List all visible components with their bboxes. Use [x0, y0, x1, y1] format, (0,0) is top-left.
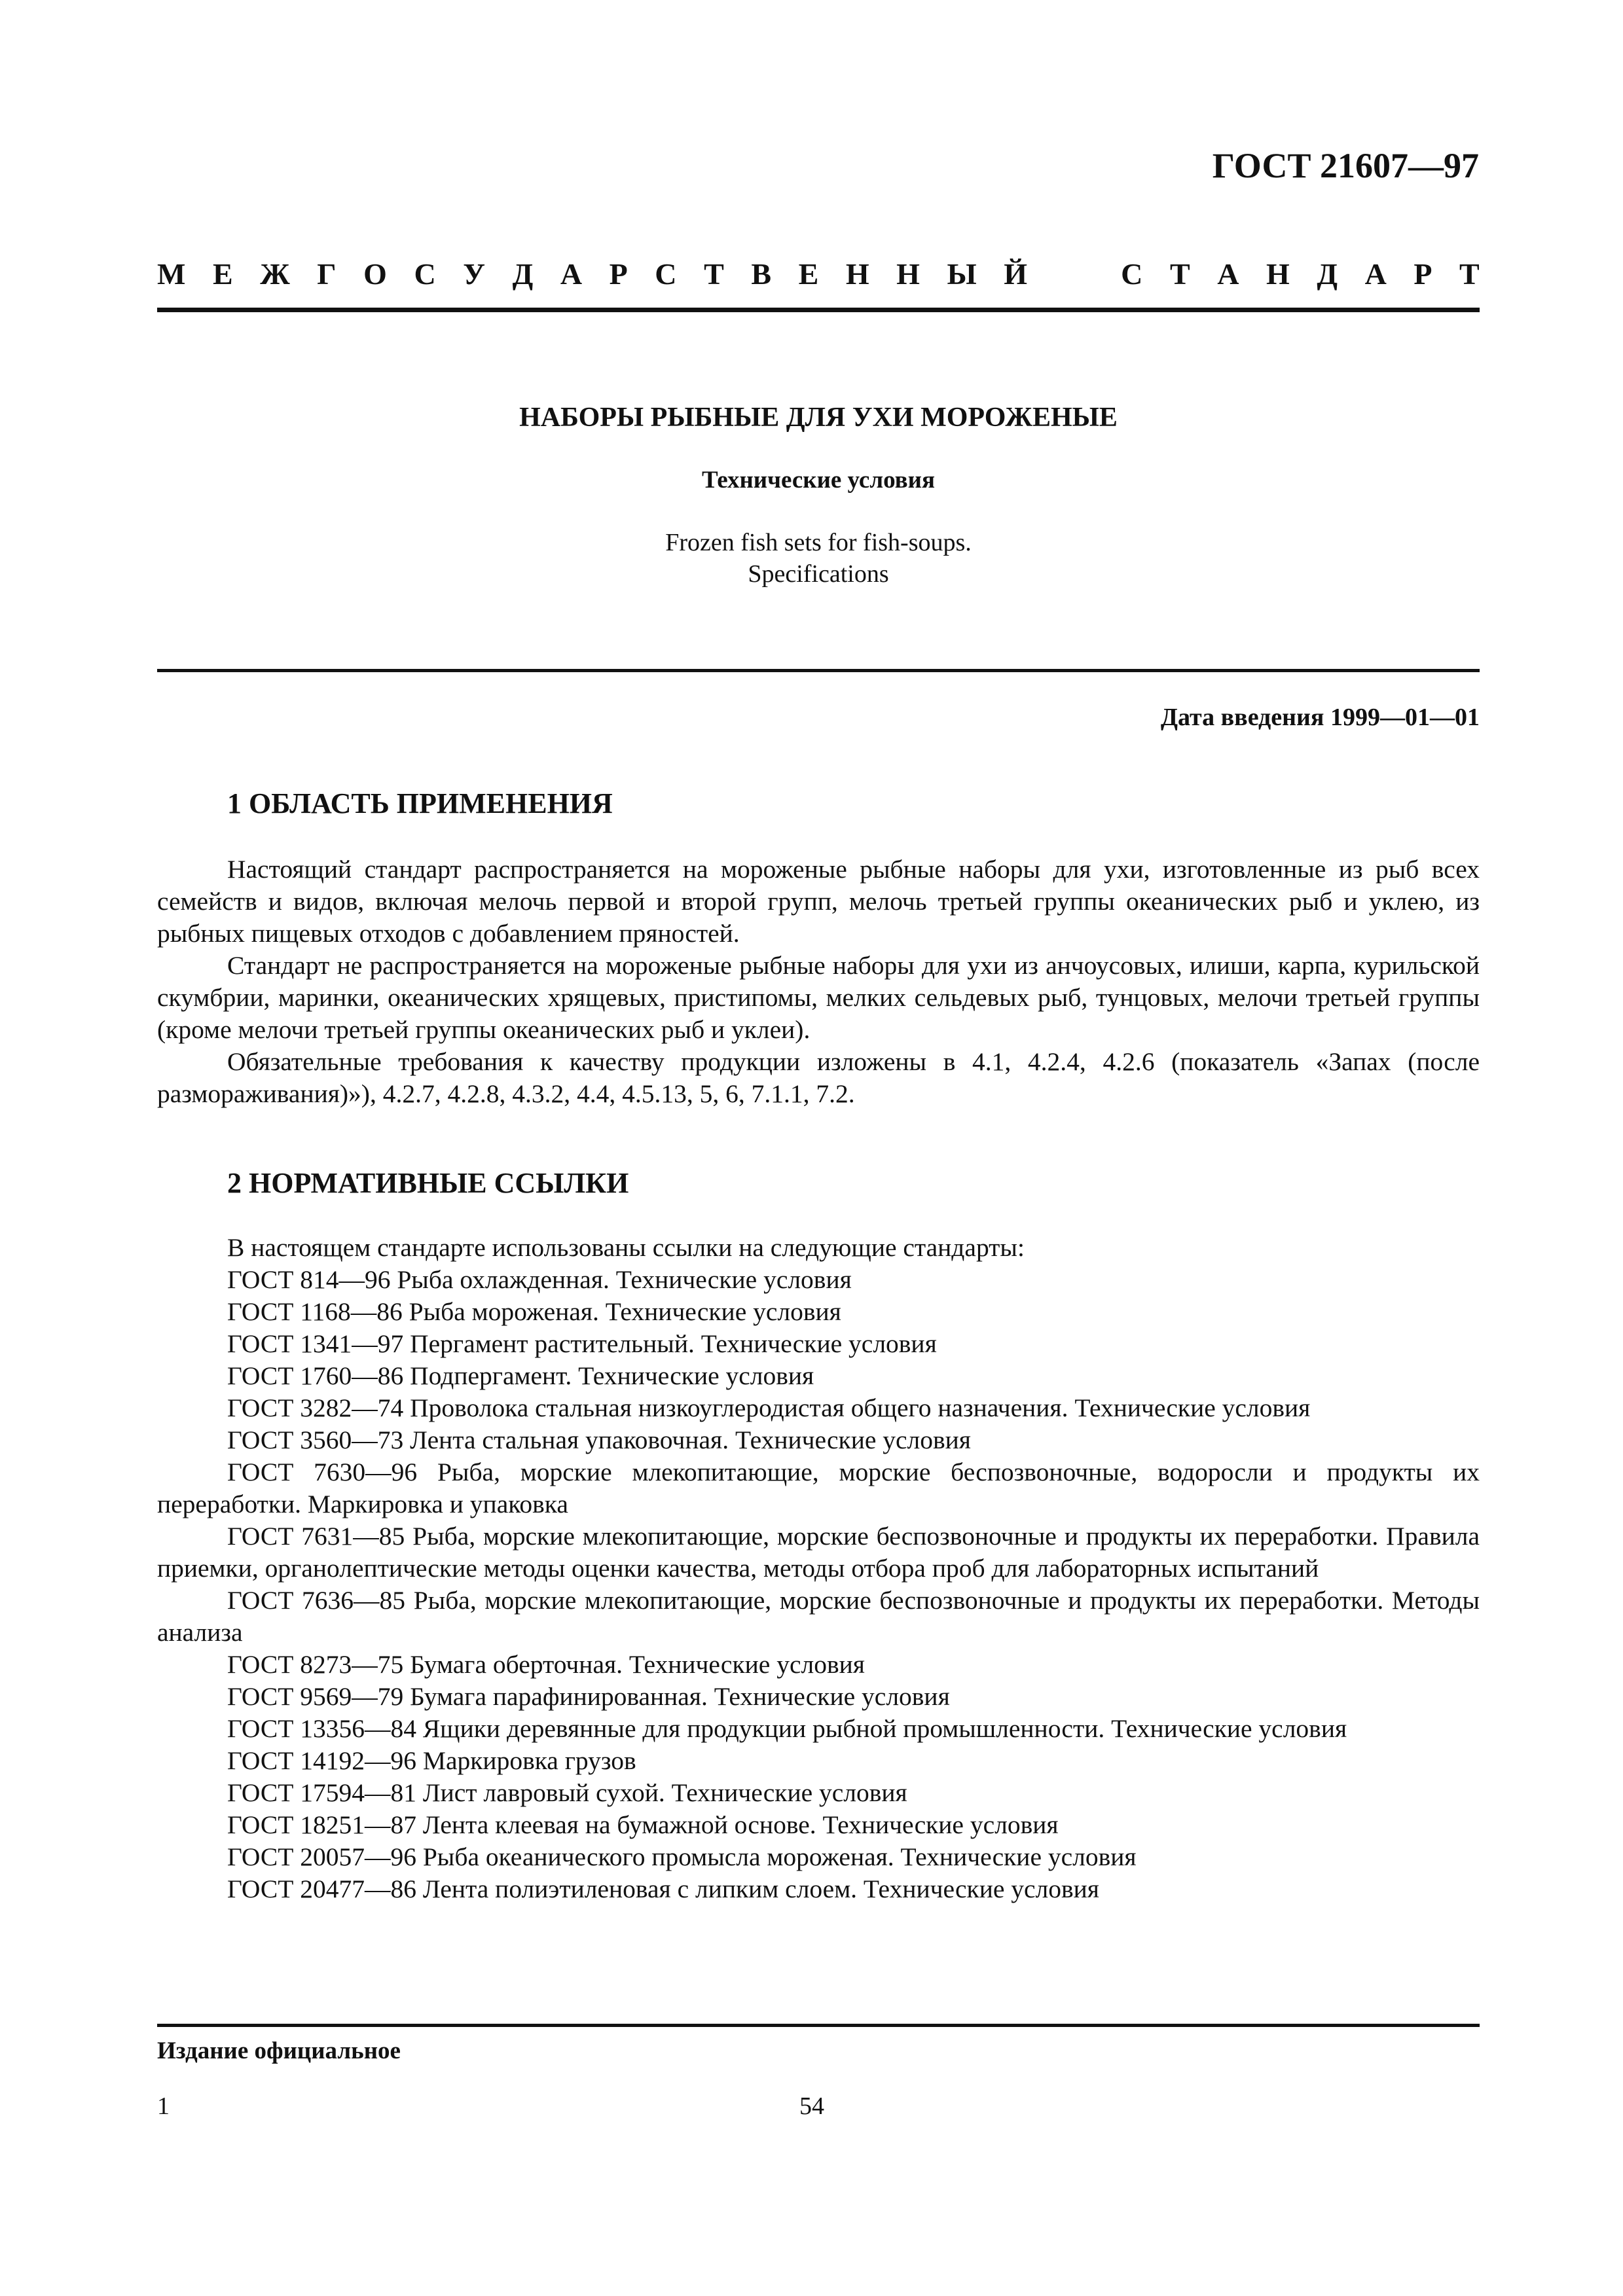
- reference-item: ГОСТ 3282—74 Проволока стальная низкоуглеродистая общего назначения. Технические условия: [227, 1393, 1311, 1422]
- footer-divider: [157, 2024, 1480, 2027]
- standard-type-letter: Н: [896, 257, 920, 291]
- standard-type-letter: Е: [212, 257, 233, 291]
- document-title: НАБОРЫ РЫБНЫЕ ДЛЯ УХИ МОРОЖЕНЫЕ: [519, 403, 1118, 433]
- section-1-paragraph: Стандарт не распространяется на мороженые рыбные наборы для ухи из анчоусовых, илиши, карпа, курильской скумбрии, маринки, океанических хрящевых, пристипомы, мелких сельдевых рыб, тунцовых, мелочи третьей группы (кроме мелочи третьей группы океанических рыб и уклеи).: [157, 951, 1480, 1044]
- page-number: 54: [799, 2092, 824, 2120]
- reference-item: ГОСТ 20057—96 Рыба океанического промысла мороженая. Технические условия: [227, 1842, 1137, 1871]
- standard-type-letter: Т: [1459, 257, 1480, 291]
- standard-type-letter: М: [157, 257, 186, 291]
- standard-type-letter: Д: [1317, 257, 1338, 291]
- reference-item: ГОСТ 7630—96 Рыба, морские млекопитающие, морские беспозвоночные, водоросли и продукты их переработки. Маркировка и упаковка: [157, 1458, 1480, 1518]
- standard-type-letter: В: [751, 257, 772, 291]
- standard-type-letter: С: [414, 257, 436, 291]
- standard-type-letter: Р: [609, 257, 628, 291]
- reference-item: ГОСТ 3560—73 Лента стальная упаковочная. Технические условия: [227, 1426, 971, 1454]
- reference-item: ГОСТ 1341—97 Пергамент растительный. Технические условия: [227, 1329, 937, 1358]
- standard-type-letter: Й: [1004, 257, 1028, 291]
- reference-item: ГОСТ 1760—86 Подпергамент. Технические условия: [227, 1361, 814, 1390]
- standard-type-letter: А: [1364, 257, 1387, 291]
- english-title-line1: Frozen fish sets for fish-soups.: [665, 529, 972, 556]
- title-divider: [157, 669, 1480, 672]
- header-divider: [157, 308, 1480, 312]
- reference-item: ГОСТ 20477—86 Лента полиэтиленовая с липким слоем. Технические условия: [227, 1874, 1099, 1903]
- standard-type-letter: У: [463, 257, 486, 291]
- reference-item: ГОСТ 14192—96 Маркировка грузов: [227, 1746, 636, 1775]
- document-subtitle: Технические условия: [702, 467, 935, 493]
- section-2-heading: 2 НОРМАТИВНЫЕ ССЫЛКИ: [227, 1167, 629, 1199]
- standard-type-letter: Д: [512, 257, 534, 291]
- reference-item: ГОСТ 814—96 Рыба охлажденная. Технические условия: [227, 1265, 852, 1294]
- standard-type-letter: С: [655, 257, 677, 291]
- section-1-body: [157, 853, 1480, 1110]
- reference-item: ГОСТ 1168—86 Рыба мороженая. Технические условия: [227, 1297, 841, 1326]
- references-intro: В настоящем стандарте использованы ссылки на следующие стандарты:: [227, 1233, 1025, 1262]
- english-title-line2: Specifications: [748, 560, 889, 588]
- standard-type-letter: Т: [1169, 257, 1190, 291]
- document-number: ГОСТ 21607—97: [1212, 146, 1479, 185]
- reference-item: ГОСТ 17594—81 Лист лавровый сухой. Технические условия: [227, 1778, 907, 1807]
- standard-type-letter: Ж: [260, 257, 290, 291]
- introduction-date: Дата введения 1999—01—01: [1160, 704, 1480, 731]
- standard-type-letter: А: [560, 257, 583, 291]
- standard-type-heading: [157, 257, 1480, 291]
- standard-type-letter: Ы: [947, 257, 977, 291]
- section-1-paragraph: Настоящий стандарт распространяется на мороженые рыбные наборы для ухи, изготовленные из рыб всех семейств и видов, включая мелочь первой и второй групп, мелочь третьей группы океанических рыб и уклею, из рыбных пищевых отходов с добавлением пряностей.: [157, 855, 1480, 948]
- standard-type-letter: Н: [1266, 257, 1290, 291]
- standard-type-letter: Е: [798, 257, 819, 291]
- reference-item: ГОСТ 18251—87 Лента клеевая на бумажной основе. Технические условия: [227, 1810, 1059, 1839]
- standard-type-letter: Т: [704, 257, 724, 291]
- section-1-paragraph: Обязательные требования к качеству продукции изложены в 4.1, 4.2.4, 4.2.6 (показатель «Запах (после размораживания)»), 4.2.7, 4.2.8, 4.3.2, 4.4, 4.5.13, 5, 6, 7.1.1, 7.2.: [157, 1047, 1480, 1108]
- english-title: [157, 527, 1480, 590]
- reference-item: ГОСТ 9569—79 Бумага парафинированная. Технические условия: [227, 1682, 950, 1711]
- reference-item: ГОСТ 7636—85 Рыба, морские млекопитающие, морские беспозвоночные и продукты их переработки. Методы анализа: [157, 1586, 1480, 1647]
- standard-type-letter: О: [363, 257, 387, 291]
- standard-type-letter: А: [1217, 257, 1239, 291]
- standard-type-letter: Р: [1413, 257, 1432, 291]
- reference-item: ГОСТ 7631—85 Рыба, морские млекопитающие, морские беспозвоночные и продукты их переработки. Правила приемки, органолептические методы оценки качества, методы отбора проб для лабораторных испытаний: [157, 1522, 1480, 1583]
- standard-type-letter: С: [1121, 257, 1143, 291]
- standard-type-letter: Н: [845, 257, 869, 291]
- reference-item: ГОСТ 8273—75 Бумага оберточная. Технические условия: [227, 1650, 865, 1679]
- sheet-number: 1: [157, 2092, 170, 2120]
- official-edition-label: Издание официальное: [157, 2037, 401, 2064]
- word-gap: [1055, 257, 1094, 291]
- reference-item: ГОСТ 13356—84 Ящики деревянные для продукции рыбной промышленности. Технические условия: [227, 1714, 1347, 1743]
- section-2-body: [157, 1232, 1480, 1905]
- references-list: [157, 1264, 1480, 1905]
- section-1-heading: 1 ОБЛАСТЬ ПРИМЕНЕНИЯ: [227, 787, 613, 819]
- standard-type-letter: Г: [317, 257, 337, 291]
